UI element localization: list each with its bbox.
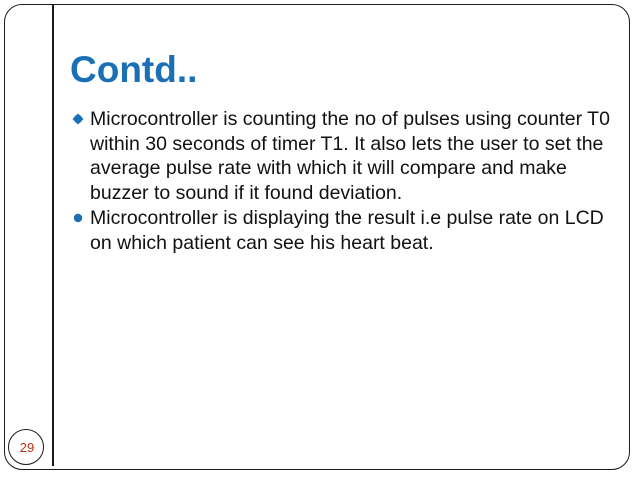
bullet-text: Microcontroller is displaying the result i.e pulse rate on LCD on which patient can see his heart beat. (90, 207, 604, 254)
page-number-badge (8, 429, 44, 465)
bullet-icon (72, 113, 84, 125)
frame-left-rule (52, 4, 54, 466)
slide-title: Contd.. (70, 49, 198, 90)
bullet-list (70, 107, 610, 256)
bullet-text: Microcontroller is counting the no of pulses using counter T0 within 30 seconds of timer T1. It also lets the user to set the average pulse rate with which it will compare and make buzzer to sound if it found deviation. (90, 108, 610, 204)
bullet-item (70, 206, 610, 255)
page-number: 29 (19, 440, 35, 455)
bullet-item (70, 107, 610, 205)
bullet-icon (72, 212, 84, 224)
